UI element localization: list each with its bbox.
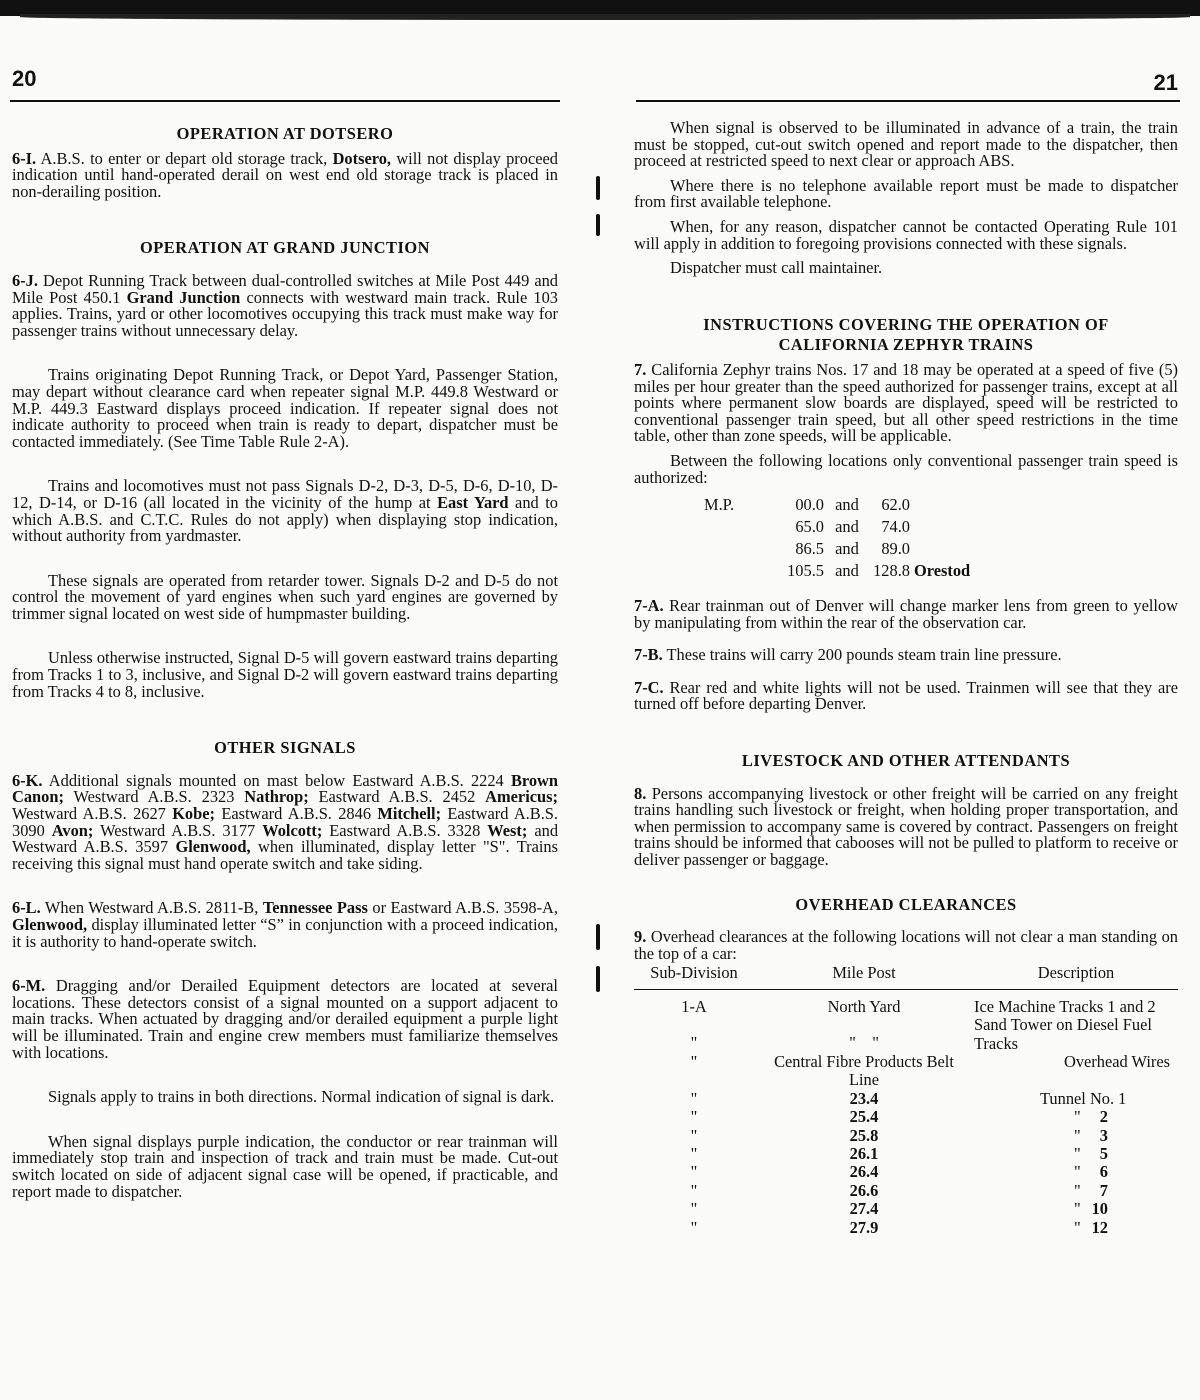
table-row bbox=[634, 1219, 1178, 1237]
table-cell: " 10 bbox=[1074, 1199, 1108, 1219]
rule-8: 8. Persons accompanying livestock or other freight will be carried on any freight trains handling such livestock or freight, when holding proper transportation, and when permission to accompany same is covered by contract. Passengers on freight trains should be informed that cabooses will not be pulled to platform to receive or deliver passenger or baggage. bbox=[634, 783, 1178, 870]
rule-7a: 7-A. Rear trainman out of Denver will change marker lens from green to yellow by manipulating from within the rear of the observation car. bbox=[634, 596, 1178, 632]
table-cell: " 12 bbox=[1074, 1217, 1108, 1237]
table-cell: 26.1 bbox=[849, 1144, 879, 1164]
table-cell: 25.4 bbox=[849, 1107, 879, 1127]
binding-mark bbox=[596, 924, 600, 950]
table-cell: 27.4 bbox=[849, 1199, 879, 1219]
mile-post-row bbox=[704, 494, 1178, 516]
mile-post-value: 128.8 bbox=[873, 561, 910, 581]
page-number-left: 20 bbox=[12, 66, 37, 91]
rule-7c: 7-C. Rear red and white lights will not be used. Trainmen will see that they are turned off before departing Denver. bbox=[634, 677, 1178, 714]
mile-post-value: 62.0 bbox=[881, 495, 910, 515]
table-header-row bbox=[634, 962, 1178, 989]
table-cell: 26.6 bbox=[849, 1180, 879, 1200]
paragraph: Between the following locations only conventional passenger train speed is authorized: bbox=[634, 450, 1178, 487]
mile-post-value: 105.5 bbox=[787, 561, 824, 581]
column-header: Mile Post bbox=[754, 962, 974, 989]
table-cell: " bbox=[690, 1162, 698, 1182]
paragraph: Signals apply to trains in both directions. Normal indication of signal is dark. bbox=[48, 1087, 555, 1107]
paragraph: Where there is no telephone available report must be made to dispatcher from first available telephone. bbox=[634, 175, 1178, 212]
paragraph: Trains originating Depot Running Track, or Depot Yard, Passenger Station, may depart without clearance card when repeater signal M.P. 449.8 Westward or M.P. 449.3 Eastward displays proceed indication. If repeater signal does not indicate authority to proceed when train is ready to depart, dispatcher must be contacted immediately. (See Time Table Rule 2-A). bbox=[12, 365, 558, 451]
mile-post-row bbox=[704, 560, 1178, 582]
mile-post-value: 86.5 bbox=[795, 539, 824, 559]
location-name: Orestod bbox=[914, 561, 971, 581]
table-row: 1-A North Yard Ice Machine Tracks 1 and 2 bbox=[681, 996, 1156, 1016]
section-heading-dotsero: OPERATION AT DOTSERO bbox=[176, 124, 394, 143]
paragraph: These signals are operated from retarder tower. Signals D-2 and D-5 do not control the movement of yard engines when such yard engines are governed by trimmer signal located on west side of humpmaster building. bbox=[12, 570, 558, 623]
left-page-body bbox=[12, 126, 558, 1200]
table-row bbox=[634, 1163, 1178, 1181]
binding-mark bbox=[596, 214, 600, 236]
table-row bbox=[634, 1108, 1178, 1126]
table-cell: " bbox=[690, 1125, 698, 1145]
mile-post-value bbox=[704, 538, 746, 560]
rule-6i: 6-I. A.B.S. to enter or depart old storage track, Dotsero, will not display proceed indication until hand-operated derail on west end old storage track is placed in non-derailing position. bbox=[12, 148, 558, 201]
mile-post-value: 89.0 bbox=[881, 539, 910, 559]
table-cell: " 3 bbox=[1074, 1125, 1108, 1145]
rule-7b: 7-B. These trains will carry 200 pounds steam train line pressure. bbox=[634, 645, 1062, 665]
mile-post-row bbox=[704, 516, 1178, 538]
clearance-table bbox=[634, 962, 1178, 1237]
table-row bbox=[634, 1200, 1178, 1218]
column-header: Description bbox=[974, 962, 1178, 989]
right-page-body bbox=[634, 120, 1178, 1237]
table-row bbox=[634, 1145, 1178, 1163]
paragraph: Trains and locomotives must not pass Signals D-2, D-3, D-5, D-6, D-10, D-12, D-14, or D-16 (all located in the vicinity of the hump at East Yard and to which A.B.S. and C.T.C. Rules do not apply) when displaying stop indication, without authority from yardmaster. bbox=[12, 476, 558, 546]
rule-6l: 6-L. When Westward A.B.S. 2811-B, Tennessee Pass or Eastward A.B.S. 3598-A, Glenwood, display illuminated letter “S” in conjunction with a proceed indication, it is authority to hand-operate switch. bbox=[12, 898, 558, 951]
mile-post-value: M.P. bbox=[704, 495, 735, 515]
header-rule-left bbox=[10, 100, 560, 102]
table-cell: " 7 bbox=[1074, 1180, 1108, 1200]
location-name bbox=[910, 516, 914, 538]
section-heading-overhead: OVERHEAD CLEARANCES bbox=[795, 894, 1017, 914]
table-row: " Central Fibre Products Belt Line Overhead Wires bbox=[690, 1052, 1170, 1090]
mile-post-value: and bbox=[835, 539, 859, 559]
section-heading-other-signals: OTHER SIGNALS bbox=[214, 738, 356, 758]
location-name bbox=[910, 494, 914, 516]
header-rule-right bbox=[636, 100, 1180, 102]
section-heading-livestock: LIVESTOCK AND OTHER ATTENDANTS bbox=[741, 751, 1071, 771]
table-cell: " bbox=[690, 1199, 698, 1219]
page-top-shadow bbox=[20, 14, 1190, 20]
paragraph: Dispatcher must call maintainer. bbox=[670, 258, 883, 278]
section-heading-grand-junction: OPERATION AT GRAND JUNCTION bbox=[140, 238, 430, 258]
table-row bbox=[634, 1182, 1178, 1200]
mile-post-value: and bbox=[835, 561, 859, 581]
paragraph: When signal displays purple indication, the conductor or rear trainman will immediately stop train and inspection of track and train must be made. Cut-out switch located on side of adjacent signal case will be opened, if practicable, and report made to dispatcher. bbox=[12, 1131, 558, 1201]
rule-6k: 6-K. Additional signals mounted on mast below Eastward A.B.S. 2224 Brown Canon; Westward A.B.S. 2323 Nathrop; Eastward A.B.S. 2452 Americus; Westward A.B.S. 2627 Kobe; Eastward A.B.S. 2846 Mitchell; Eastward A.B.S. 3090 Avon; Westward A.B.S. 3177 Wolcott; Eastward A.B.S. 3328 West; and Westward A.B.S. 3597 Glenwood, when illuminated, display letter "S". Trains receiving this signal must hand operate switch and take siding. bbox=[12, 770, 559, 873]
mile-post-value bbox=[704, 560, 746, 582]
rule-6m: 6-M. Dragging and/or Derailed Equipment detectors are located at several locations. These detectors consist of a signal mounted on a support adjacent to main tracks. When actuated by dragging and/or derailed equipment a purple light will be illuminated. Train and engine crew members must familiarize themselves with locations. bbox=[12, 976, 558, 1062]
table-cell: 25.8 bbox=[849, 1125, 879, 1145]
mile-post-value: and bbox=[835, 495, 859, 515]
rule-9: 9. Overhead clearances at the following locations will not clear a man standing on the top of a car: bbox=[634, 927, 1178, 963]
mile-post-value bbox=[704, 516, 746, 538]
mile-post-row bbox=[704, 538, 1178, 560]
column-header: Sub-Division bbox=[634, 962, 754, 989]
table-cell: " 6 bbox=[1074, 1162, 1108, 1182]
page-number-right: 21 bbox=[1153, 70, 1178, 95]
paragraph: When, for any reason, dispatcher cannot be contacted Operating Rule 101 will apply in addition to foregoing provisions connected with these signals. bbox=[634, 216, 1178, 253]
mile-post-value: 74.0 bbox=[881, 517, 910, 537]
table-cell: 26.4 bbox=[849, 1162, 879, 1182]
table-cell: 27.9 bbox=[849, 1217, 879, 1237]
paragraph: When signal is observed to be illuminated in advance of a train, the train must be stopped, cut-out switch opened and report made to the dispatcher, then proceed at restricted speed to next clear or approach ABS. bbox=[634, 118, 1178, 171]
binding-mark bbox=[596, 966, 600, 992]
paragraph: Unless otherwise instructed, Signal D-5 will govern eastward trains departing from Tracks 1 to 3, inclusive, and Signal D-2 will govern eastward trains departing from Tracks 4 to 8, inclusive. bbox=[12, 648, 558, 701]
section-heading-zephyr-2: CALIFORNIA ZEPHYR TRAINS bbox=[778, 335, 1034, 355]
table-cell: " bbox=[690, 1180, 698, 1200]
table-row: " 23.4 Tunnel No. 1 bbox=[690, 1088, 1127, 1108]
table-cell: " 5 bbox=[1074, 1144, 1108, 1164]
binding-mark bbox=[596, 176, 600, 200]
table-cell: " bbox=[690, 1144, 698, 1164]
mile-post-value: 00.0 bbox=[795, 495, 824, 515]
location-name bbox=[910, 538, 914, 560]
table-cell: " bbox=[690, 1107, 698, 1127]
section-heading-zephyr-1: INSTRUCTIONS COVERING THE OPERATION OF bbox=[703, 314, 1109, 334]
rule-7: 7. California Zephyr trains Nos. 17 and 18 may be operated at a speed of five (5) miles per hour greater than the speed authorized for passenger trains, except at all points where permanent slow boards are displayed, speed will be restricted to conventional passenger train speed, but all other speed restrictions in the time table, other than zone speeds, will be applicable. bbox=[634, 359, 1178, 446]
table-row bbox=[634, 1127, 1178, 1145]
rule-6j: 6-J. Depot Running Track between dual-controlled switches at Mile Post 449 and Mile Post 450.1 Grand Junction connects with westward main track. Rule 103 applies. Trains, yard or other locomotives occupying this track must make way for passenger trains without unnecessary delay. bbox=[12, 270, 558, 340]
mile-post-value: 65.0 bbox=[795, 517, 824, 537]
table-cell: " bbox=[690, 1217, 698, 1237]
mile-post-value: and bbox=[835, 517, 859, 537]
mile-post-list bbox=[704, 494, 1178, 582]
table-row: " " " Sand Tower on Diesel Fuel Tracks bbox=[690, 1015, 1152, 1053]
table-cell: " 2 bbox=[1074, 1107, 1108, 1127]
